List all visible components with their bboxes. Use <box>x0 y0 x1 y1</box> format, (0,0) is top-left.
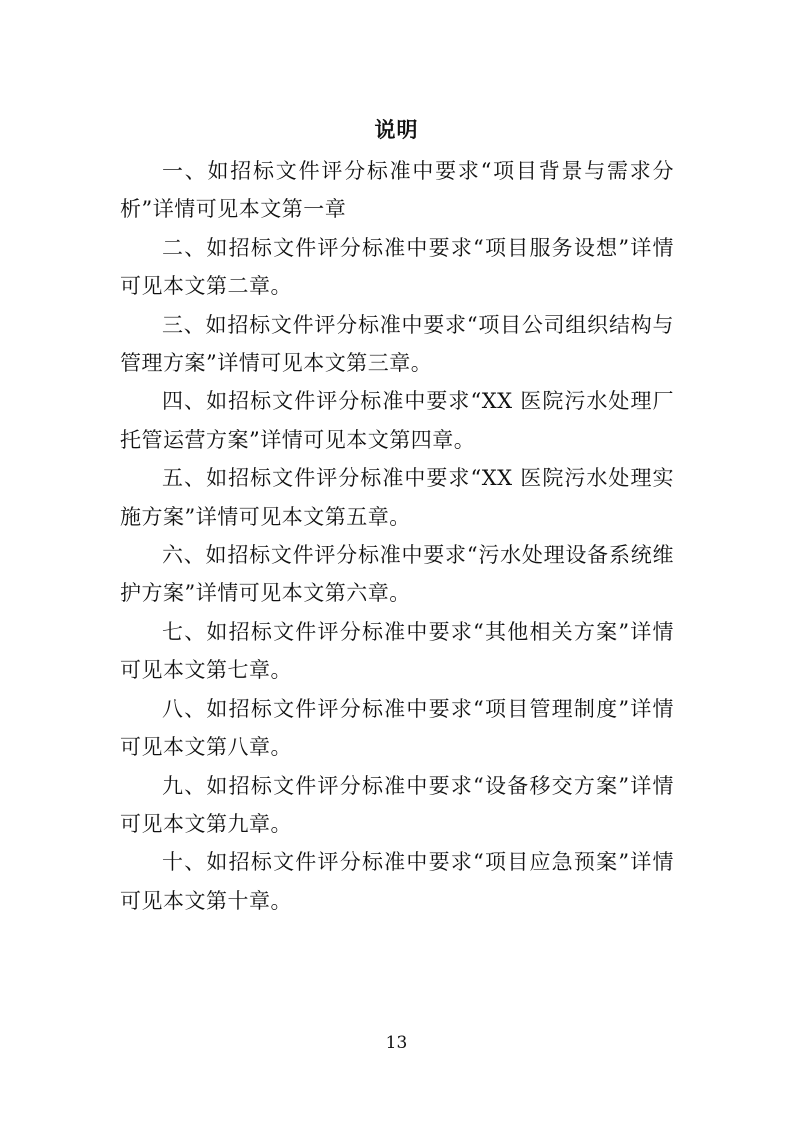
paragraph-chapter-5: 五、如招标文件评分标准中要求“XX 医院污水处理实施方案”详情可见本文第五章。 <box>120 466 674 529</box>
paragraph-chapter-2: 二、如招标文件评分标准中要求“项目服务设想”详情可见本文第二章。 <box>120 235 674 299</box>
paragraph-chapter-8: 八、如招标文件评分标准中要求“项目管理制度”详情可见本文第八章。 <box>120 696 674 760</box>
paragraph-chapter-4: 四、如招标文件评分标准中要求“XX 医院污水处理厂托管运营方案”详情可见本文第四章。 <box>120 389 674 452</box>
page-title: 说明 <box>374 117 419 142</box>
paragraph-chapter-6: 六、如招标文件评分标准中要求“污水处理设备系统维护方案”详情可见本文第六章。 <box>120 543 674 606</box>
paragraph-chapter-3: 三、如招标文件评分标准中要求“项目公司组织结构与管理方案”详情可见本文第三章。 <box>120 312 674 376</box>
paragraph-chapter-10: 十、如招标文件评分标准中要求“项目应急预案”详情可见本文第十章。 <box>120 850 674 913</box>
instruction-list <box>120 152 674 920</box>
paragraph-chapter-9: 九、如招标文件评分标准中要求“设备移交方案”详情可见本文第九章。 <box>120 773 674 836</box>
paragraph-chapter-7: 七、如招标文件评分标准中要求“其他相关方案”详情可见本文第七章。 <box>120 619 674 683</box>
paragraph-chapter-1: 一、如招标文件评分标准中要求“项目背景与需求分析”详情可见本文第一章 <box>120 159 674 222</box>
page-number: 13 <box>385 1033 408 1053</box>
